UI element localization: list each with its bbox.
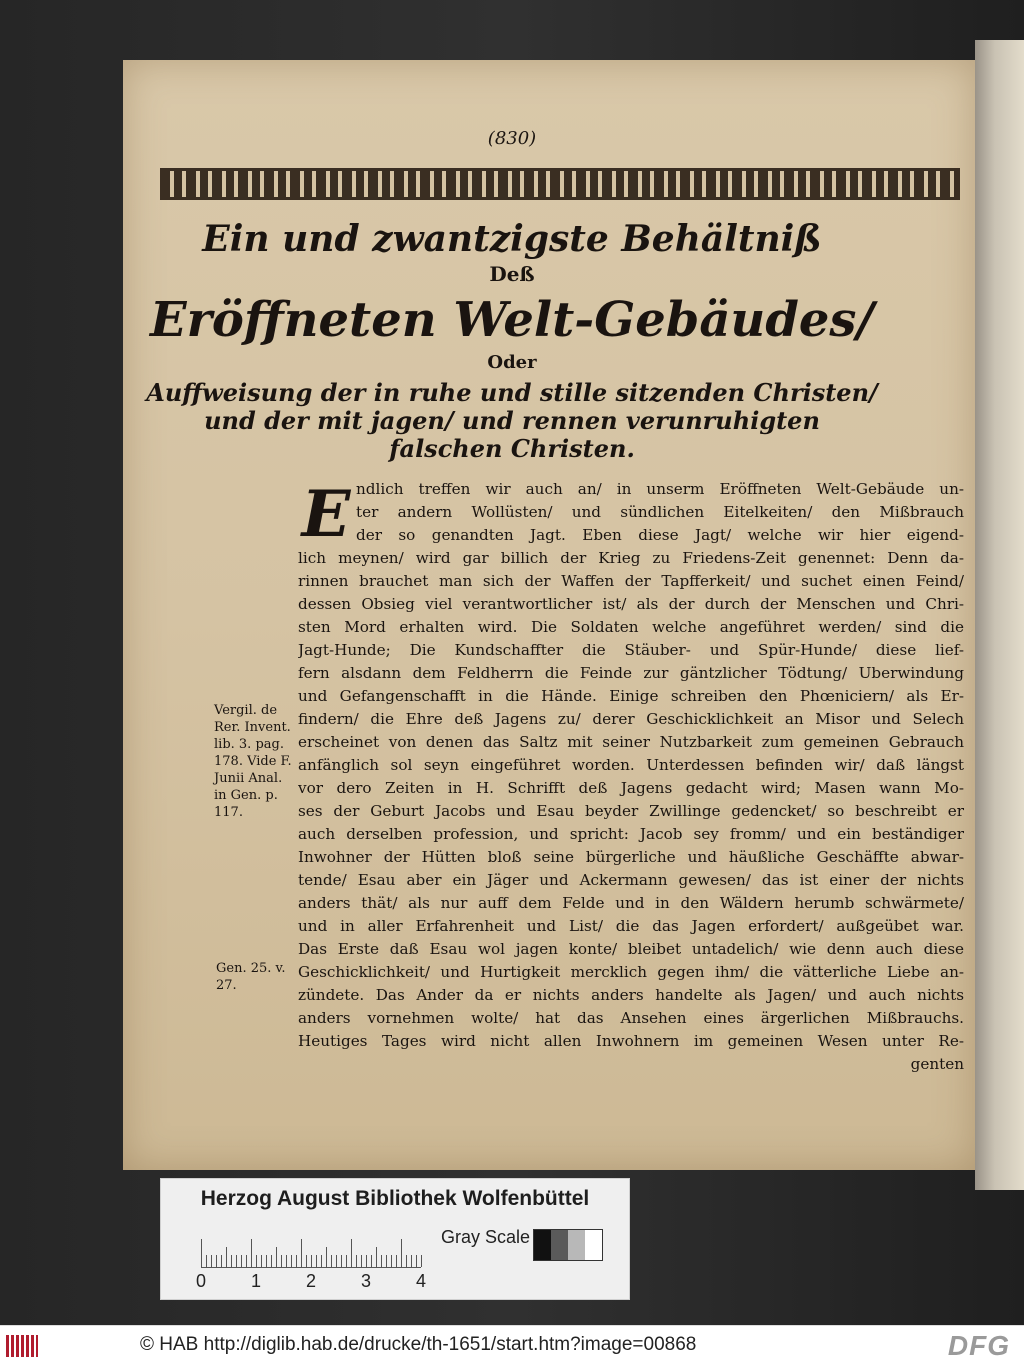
color-calibration-strip <box>160 1178 630 1300</box>
body-line: ndlich treffen wir auch an/ in unserm Eröffneten Welt-Gebäude un- <box>356 480 964 498</box>
gray-swatch <box>568 1230 585 1260</box>
body-line: tende/ Esau aber ein Jäger und Ackermann gewesen/ das ist einer der nichts <box>298 871 964 889</box>
ruler-tick <box>226 1247 227 1267</box>
ruler-tick <box>231 1255 232 1267</box>
body-line: und in aller Erfahrenheit und List/ die das Jagen erfordert/ außgeübet war. <box>298 917 964 935</box>
drop-cap: E <box>301 477 351 552</box>
gray-swatch <box>551 1230 568 1260</box>
ruler-tick <box>421 1255 422 1267</box>
gray-swatch <box>585 1230 602 1260</box>
title-line-3: Eröffneten Welt-Gebäudes/ <box>150 292 874 348</box>
gray-scale-swatches <box>533 1229 603 1261</box>
body-line: dessen Obsieg viel verantwortlicher ist/ als der durch der Menschen und Chri- <box>298 595 964 613</box>
body-text <box>298 478 964 1076</box>
title-line-7: falschen Christen. <box>389 434 635 463</box>
ruler-tick <box>236 1255 237 1267</box>
ruler-tick <box>376 1247 377 1267</box>
ruler-tick <box>211 1255 212 1267</box>
hab-barcode-icon <box>6 1335 38 1357</box>
body-line: rinnen brauchet man sich der Waffen der Tapfferkeit/ und suchet einen Feind/ <box>298 572 964 590</box>
footer-url-text[interactable]: © HAB http://diglib.hab.de/drucke/th-1651/start.htm?image=00868 <box>140 1334 697 1355</box>
body-line: auch derselben profession, und spricht: Jacob sey fromm/ und ein beständiger <box>298 825 964 843</box>
ruler-tick <box>396 1255 397 1267</box>
ruler-tick <box>341 1255 342 1267</box>
body-line: Inwohner der Hütten bloß seine bürgerliche und häußliche Geschäffte abwar- <box>298 848 964 866</box>
ruler-tick <box>221 1255 222 1267</box>
ruler-tick <box>206 1255 207 1267</box>
margin-note-vergil: Vergil. de Rer. Invent. lib. 3. pag. 178. Vide F. Junii Anal. in Gen. p. 117. <box>214 703 292 820</box>
ruler-tick <box>351 1239 352 1267</box>
body-line: lich meynen/ wird gar billich der Krieg zu Friedens-Zeit genennet: Denn da- <box>298 549 964 567</box>
ruler-tick <box>311 1255 312 1267</box>
body-line: anders vornehmen wolte/ hat das Ansehen eines ärgerlichen Mißbrauchs. <box>298 1009 964 1027</box>
library-label: Herzog August Bibliothek Wolfenbüttel <box>200 1187 590 1210</box>
adjacent-page-edge <box>975 40 1024 1190</box>
ruler-tick <box>331 1255 332 1267</box>
body-line: erscheinet von denen das Saltz mit seiner Nutzbarkeit zum gemeinen Gebrauch <box>298 733 964 751</box>
ruler-tick <box>361 1255 362 1267</box>
margin-note-genesis: Gen. 25. v. 27. <box>216 961 286 993</box>
gray-scale-label: Gray Scale <box>441 1227 531 1247</box>
body-line: anfänglich sol seyn eingeführet worden. Unterdessen befinden wir/ daß längst <box>298 756 964 774</box>
body-line: sten Mord erhalten wird. Die Soldaten welche angeführet werden/ sind die <box>298 618 964 636</box>
ruler-tick <box>416 1255 417 1267</box>
ruler-tick <box>301 1239 302 1267</box>
body-line: findern/ die Ehre deß Jagens zu/ derer Geschicklichkeit an Misor und Selech <box>298 710 964 728</box>
dfg-logo: DFG <box>947 1330 1010 1361</box>
ruler-tick <box>391 1255 392 1267</box>
title-line-6: und der mit jagen/ und rennen verunruhigten <box>204 406 820 435</box>
ruler-tick <box>346 1255 347 1267</box>
body-line: ses der Geburt Jacobs und Esau beyder Zwillinge gedencket/ so beschreibt er <box>298 802 964 820</box>
ruler-tick <box>291 1255 292 1267</box>
body-line: fern alsdann dem Feldherrn die Feinde zur gäntzlicher Tödtung/ Uberwindung <box>298 664 964 682</box>
ruler-tick <box>261 1255 262 1267</box>
body-line: zündete. Das Ander da er nichts anders handelte als Jagen/ und auch nichts <box>298 986 964 1004</box>
ruler-tick <box>366 1255 367 1267</box>
title-line-1: Ein und zwantzigste Behältniß <box>202 218 822 260</box>
ruler-tick <box>381 1255 382 1267</box>
catchword: genten <box>910 1055 964 1073</box>
ornament-band <box>160 168 960 200</box>
ruler-tick <box>306 1255 307 1267</box>
body-line: vor dero Zeiten in H. Schrifft deß Jagens gedacht wird; Masen wann Mo- <box>298 779 964 797</box>
ruler-number: 1 <box>250 1271 261 1291</box>
page-number: (830) <box>487 128 537 149</box>
ruler-tick <box>411 1255 412 1267</box>
ruler-tick <box>246 1255 247 1267</box>
title-line-4: Oder <box>487 352 537 373</box>
ruler-tick <box>276 1247 277 1267</box>
footer-bar <box>0 1325 1024 1366</box>
title-line-5: Auffweisung der in ruhe und stille sitzenden Christen/ <box>146 378 878 407</box>
ruler-tick <box>281 1255 282 1267</box>
body-line: Geschicklichkeit/ und Hurtigkeit mercklich gegen ihm/ die vätterliche Liebe an- <box>298 963 964 981</box>
body-line: und Gefangenschafft in die Hände. Einige schreiben den Phœniciern/ als Er- <box>298 687 964 705</box>
title-line-2: Deß <box>489 262 535 286</box>
body-line: anders thät/ als nur auff dem Felde und in den Wäldern herumb schwärmete/ <box>298 894 964 912</box>
ruler-tick <box>401 1239 402 1267</box>
ruler-tick <box>241 1255 242 1267</box>
ruler-tick <box>356 1255 357 1267</box>
ruler-tick <box>371 1255 372 1267</box>
body-line: Jagt-Hunde; Die Kundschaffter die Stäuber- und Spür-Hunde/ diese lief- <box>298 641 964 659</box>
body-line: der so genandten Jagt. Eben diese Jagt/ welche wir hier eigend- <box>356 526 964 544</box>
body-line: Das Erste daß Esau wol jagen konte/ bleibet untadelich/ wie denn auch diese <box>298 940 964 958</box>
ruler-number: 3 <box>360 1271 371 1291</box>
ruler-tick <box>271 1255 272 1267</box>
ruler-number: 4 <box>415 1271 426 1291</box>
ruler-tick <box>266 1255 267 1267</box>
ruler-tick <box>321 1255 322 1267</box>
ruler-tick <box>316 1255 317 1267</box>
ruler-number: 2 <box>305 1271 316 1291</box>
scale-ruler <box>201 1239 421 1268</box>
ruler-tick <box>336 1255 337 1267</box>
ruler-tick <box>406 1255 407 1267</box>
gray-swatch <box>534 1230 551 1260</box>
ruler-tick <box>286 1255 287 1267</box>
ruler-tick <box>296 1255 297 1267</box>
ruler-number: 0 <box>195 1271 206 1291</box>
ruler-tick <box>201 1239 202 1267</box>
body-line: Heutiges Tages wird nicht allen Inwohnern im gemeinen Wesen unter Re- <box>298 1032 964 1050</box>
ruler-tick <box>256 1255 257 1267</box>
ruler-tick <box>386 1255 387 1267</box>
body-line: ter andern Wollüsten/ und sündlichen Eitelkeiten/ den Mißbrauch <box>356 503 964 521</box>
ruler-tick <box>216 1255 217 1267</box>
ruler-tick <box>326 1247 327 1267</box>
ruler-tick <box>251 1239 252 1267</box>
